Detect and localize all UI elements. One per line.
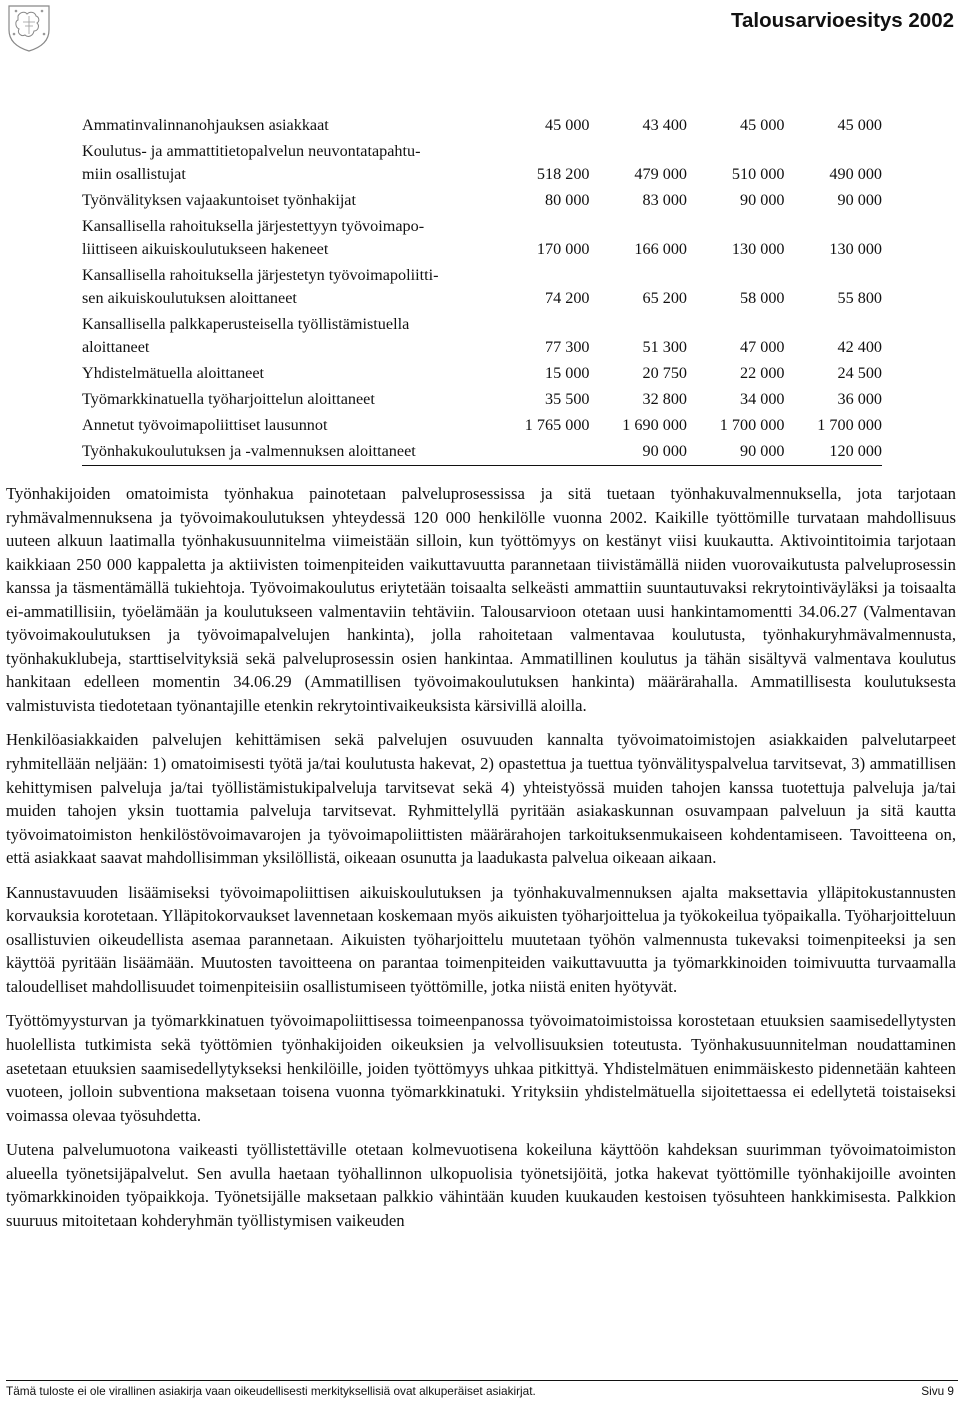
- table-cell: 90 000: [739, 442, 785, 460]
- paragraph: Henkilöasiakkaiden palvelujen kehittämisen sekä palvelujen osuvuuden kannalta työvoimatoimistojen asiakkaiden palvelutarpeet ryhmitellään neljään: 1) omatoimisesti työtä ja/tai koulutusta hakevat, 2) opastettua ja tuettua työnvälityspalvelua tarvitsevat, 3) ammatillisen kehittymisen palveluja ja/tai työllistämistukipalveluja tarvitsevat sekä 4) yhteistyössä muiden tahojen kanssa tuotettuja palveluja ja/tai muiden tahojen yksin tuottamia palveluja tarvitsevat. Ryhmittelyllä pyritään asiakaskunnan osuvampaan palveluun ja sitä kautta työvoimatoimiston henkilöstövoimavarojen ja työvoimapoliittisten määrärahojen tarkoituksenmukaiseen kohdentamiseen. Tavoitteena on, että asiakkaat saavat mahdollisimman yksilöllistä, oikeaan osunutta ja laadukasta palvelua oikeaan aikaan.: [6, 730, 956, 868]
- table-cell: 47 000: [739, 338, 785, 356]
- paragraph: Työttömyysturvan ja työmarkkinatuen työvoimapoliittisessa toimeenpanossa työvoimatoimistoissa korostetaan etuuksien saamisedellytysten huolellista tutkimista sekä työttömien työnhakijoiden oikeuksien ja velvollisuuksien toteutusta. Työnhakusuunnitelman noudattaminen asetetaan etuuksien saamisedellytykseksi henkilöille, joiden työttömyys uhkaa pitkittyä. Yhdistelmätuen enimmäiskesto pidennetään kahteen vuoteen, jolloin subventiona maksetaan toisena vuonna työmarkkinatuki. Yrityksiin yhdistelmätuella sijoitettaessa ei edellytetä toistaiseksi voimassa olevaa työsuhdetta.: [6, 1011, 956, 1125]
- table-cell: 1 765 000: [524, 416, 590, 434]
- finnish-lion-crest-icon: [6, 2, 52, 52]
- table-cell: 170 000: [536, 240, 590, 258]
- table-cell: 90 000: [837, 191, 882, 209]
- table-row: [82, 440, 882, 466]
- table-cell: 55 800: [837, 289, 882, 307]
- paragraph: Työnhakijoiden omatoimista työnhakua painotetaan palveluprosessissa ja sitä tuetaan työnhakuvalmennuksella, jota tarjotaan ryhmävalmennuksena ja työvoimakoulutuksen yhteydessä 120 000 henkilölle vuonna 2002. Kaikille työttömille turvataan mahdollisuus uuteen alkuun laatimalla työnhakusuunnitelma viimeistään silloin, kun työttömyys on kestänyt viisi kuukautta. Aktivointitoimia tarjotaan kaikkiaan 250 000 kappaletta ja aktiivisten toimenpiteiden vaikuttavuutta parannetaan tiivistämällä niiden vuorovaikutusta palveluprosessin kanssa ja täsmentämällä tukiehtoja. Työvoimakoulutus eriytetään toisaalta selkeästi ammattiin suuntautuvaksi rekrytointiväyläksi ja toisaalta ei-ammatillisiin, työelämään ja koulutukseen valmentaviin tehtäviin. Talousarvioon otetaan uusi hankintamomentti 34.06.27 (Valmentavan työvoimakoulutuksen ja työvoimapalvelujen hankinta), jolla rahoitetaan valmentavaa koulutusta, työnhakuryhmävalmennusta, työnhakuklubeja, starttiselvityksiä sekä palveluprosessin osien hankintaa. Ammatillinen koulutus ja tähän sisältyvä valmentava koulutus hankitaan edelleen momentin 34.06.29 (Ammatillisen työvoimakoulutuksen hankinta) määrärahalla. Ammatillisesta koulutuksesta valmistuvista tiedotetaan työnantajille etenkin rekrytointivaikeuksista kärsivillä aloilla.: [6, 484, 956, 715]
- table-cell: 90 000: [739, 191, 785, 209]
- page-number: Sivu 9: [921, 1384, 954, 1398]
- table-cell: 22 000: [739, 364, 785, 382]
- table-cell: 15 000: [544, 364, 590, 382]
- table-cell: 24 500: [837, 364, 882, 382]
- table-cell: 83 000: [642, 191, 687, 209]
- table-cell: 166 000: [634, 240, 687, 258]
- table-row: [82, 313, 882, 359]
- table-cell: 65 200: [642, 289, 687, 307]
- table-cell: 58 000: [739, 289, 785, 307]
- table-cell: 130 000: [731, 240, 785, 258]
- footer: [6, 1384, 956, 1398]
- body-text: [6, 482, 956, 1243]
- table-cell: 490 000: [829, 165, 882, 183]
- row-label: Koulutus- ja ammattitietopalvelun neuvontatapahtu- miin osallistujat: [82, 142, 421, 183]
- table-cell: 36 000: [837, 390, 882, 408]
- row-label: Työnhakukoulutuksen ja -valmennuksen aloittaneet: [82, 442, 416, 460]
- table-cell: 74 200: [544, 289, 590, 307]
- table-cell: 518 200: [536, 165, 590, 183]
- table-cell: 32 800: [642, 390, 687, 408]
- table-cell: 35 500: [544, 390, 590, 408]
- table-cell: 43 400: [642, 116, 687, 134]
- row-label: Kansallisella rahoituksella järjestetyn työvoimapoliitti- sen aikuiskoulutuksen aloittaneet: [82, 266, 439, 307]
- table-cell: 34 000: [739, 390, 785, 408]
- row-label: Kansallisella rahoituksella järjestettyyn työvoimapo- liittiseen aikuiskoulutukseen hakeneet: [82, 217, 425, 258]
- table-cell: 130 000: [829, 240, 882, 258]
- table-row: [82, 362, 882, 385]
- table-row: [82, 114, 882, 137]
- row-label: Työnvälityksen vajaakuntoiset työnhakijat: [82, 191, 356, 209]
- table-cell: 42 400: [837, 338, 882, 356]
- paragraph: Uutena palvelumuotona vaikeasti työllistettäville otetaan kolmevuotisena kokeiluna käyttöön kahdeksan suurimman työvoimatoimiston alueella työnetsijäpalvelut. Sen avulla haetaan työhallinnon ulkopuolisia työnetsijöitä, jotka hakevat työttömille työnhakijoille avointen työmarkkinoiden työpaikkoja. Työnetsijälle maksetaan palkkio vähintään kuuden kuukauden kestoisen työsuhteen hankkimisesta. Palkkion suuruus mitoitetaan kohderyhmän työllistymisen vaikeuden: [6, 1140, 956, 1230]
- row-label: Työmarkkinatuella työharjoittelun aloittaneet: [82, 390, 375, 408]
- table-row: [82, 264, 882, 310]
- table-row: [82, 140, 882, 186]
- document-title: Talousarvioesitys 2002: [731, 9, 954, 32]
- table-cell: 1 700 000: [817, 416, 882, 434]
- footer-divider: [6, 1380, 958, 1381]
- table-cell: 20 750: [642, 364, 687, 382]
- table-row: [82, 414, 882, 437]
- table-cell: 77 300: [544, 338, 590, 356]
- row-label: Annetut työvoimapoliittiset lausunnot: [82, 416, 328, 434]
- row-label: Yhdistelmätuella aloittaneet: [82, 364, 265, 382]
- table-cell: 510 000: [731, 165, 785, 183]
- table-cell: 45 000: [739, 116, 785, 134]
- table-cell: 45 000: [544, 116, 590, 134]
- table-cell: 120 000: [829, 442, 882, 460]
- table-row: [82, 388, 882, 411]
- table-cell: 1 690 000: [622, 416, 687, 434]
- table-cell: 45 000: [837, 116, 882, 134]
- table-cell: 1 700 000: [719, 416, 785, 434]
- row-label: Ammatinvalinnanohjauksen asiakkaat: [82, 116, 329, 134]
- table-cell: 90 000: [642, 442, 687, 460]
- table-row: [82, 189, 882, 212]
- table-row: [82, 215, 882, 261]
- statistics-table: [82, 114, 882, 469]
- table-cell: 80 000: [544, 191, 590, 209]
- table-cell: 479 000: [634, 165, 687, 183]
- row-label: Kansallisella palkkaperusteisella työllistämistuella aloittaneet: [82, 315, 410, 356]
- table-cell: 51 300: [642, 338, 687, 356]
- footer-note: Tämä tuloste ei ole virallinen asiakirja vaan oikeudellisesti merkityksellisiä ovat alkuperäiset asiakirjat.: [6, 1384, 536, 1398]
- paragraph: Kannustavuuden lisäämiseksi työvoimapoliittisen aikuiskoulutuksen ja työnhakuvalmennuksen ajalta maksettavia ylläpitokustannusten korvauksia korotetaan. Ylläpitokorvaukset lavennetaan koskemaan myös aikuisten työharjoittelua ja työkokeilua työpaikalla. Työharjoitteluun osallistuvien oikeudellista asemaa parannetaan. Aikuisten työharjoittelu muutetaan työhön valmennusta tukevaksi toimenpiteeksi ja sen käyttöä pyritään lisäämään. Muutosten tavoitteena on parantaa toimenpiteiden vaikuttavuutta ja työmarkkinoiden toimivuutta turvaamalla taloudelliset mahdollisuudet toimenpiteisiin osallistumiseen työttömille, jotka niistä eniten hyötyvät.: [6, 882, 956, 996]
